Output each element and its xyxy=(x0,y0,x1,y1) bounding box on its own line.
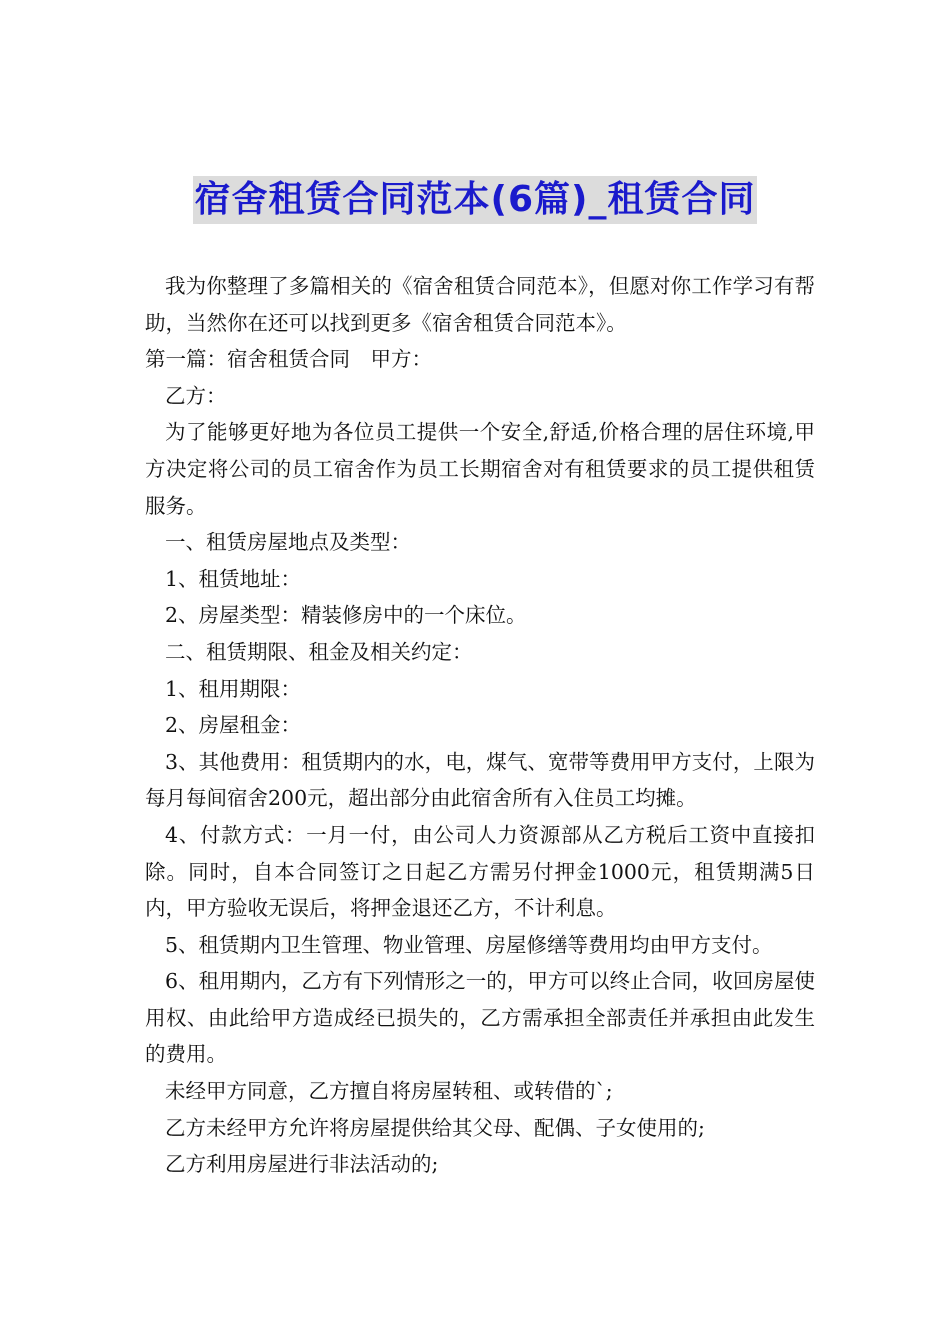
paragraph-clause-2-2: 2、房屋租金： xyxy=(165,713,302,738)
paragraph-section-one-heading: 第一篇：宿舍租赁合同 甲方： xyxy=(145,347,432,372)
paragraph-clause-2-3: 3、其他费用：租赁期内的水，电，煤气、宽带等费用甲方支付，上限为每月每间宿舍200元，超出部分由此宿舍所有入住员工均摊。 xyxy=(145,749,815,811)
paragraph-clause-2-heading: 二、租赁期限、租金及相关约定： xyxy=(165,639,473,664)
paragraph-purpose: 为了能够更好地为各位员工提供一个安全,舒适,价格合理的居住环境,甲方决定将公司的员工宿舍作为员工长期宿舍对有租赁要求的员工提供租赁服务。 xyxy=(145,420,815,518)
paragraph-party-b: 乙方： xyxy=(165,383,227,408)
paragraph-condition-3: 乙方利用房屋进行非法活动的; xyxy=(165,1152,439,1177)
paragraph-condition-1: 未经甲方同意，乙方擅自将房屋转租、或转借的`; xyxy=(165,1079,613,1104)
paragraph-condition-2: 乙方未经甲方允许将房屋提供给其父母、配偶、子女使用的; xyxy=(165,1115,705,1140)
paragraph-clause-2-4: 4、付款方式：一月一付，由公司人力资源部从乙方税后工资中直接扣除。同时，自本合同签订之日起乙方需另付押金1000元，租赁期满5日内，甲方验收无误后，将押金退还乙方，不计利息。 xyxy=(145,822,815,921)
paragraph-clause-2-1: 1、租用期限： xyxy=(165,676,302,701)
paragraph-clause-2-5: 5、租赁期内卫生管理、物业管理、房屋修缮等费用均由甲方支付。 xyxy=(165,932,773,957)
document-body xyxy=(145,268,815,1183)
paragraph-clause-1-heading: 一、租赁房屋地点及类型： xyxy=(165,530,411,555)
paragraph-clause-1-2: 2、房屋类型：精装修房中的一个床位。 xyxy=(165,603,527,628)
title-container xyxy=(0,176,950,224)
paragraph-clause-1-1: 1、租赁地址： xyxy=(165,566,302,591)
paragraph-intro: 我为你整理了多篇相关的《宿舍租赁合同范本》，但愿对你工作学习有帮助，当然你在还可以找到更多《宿舍租赁合同范本》。 xyxy=(145,274,815,335)
paragraph-clause-2-6: 6、租用期内，乙方有下列情形之一的，甲方可以终止合同，收回房屋使用权、由此给甲方造成经已损失的，乙方需承担全部责任并承担由此发生的费用。 xyxy=(145,969,815,1067)
document-title: 宿舍租赁合同范本(6篇)_租赁合同 xyxy=(193,176,758,224)
